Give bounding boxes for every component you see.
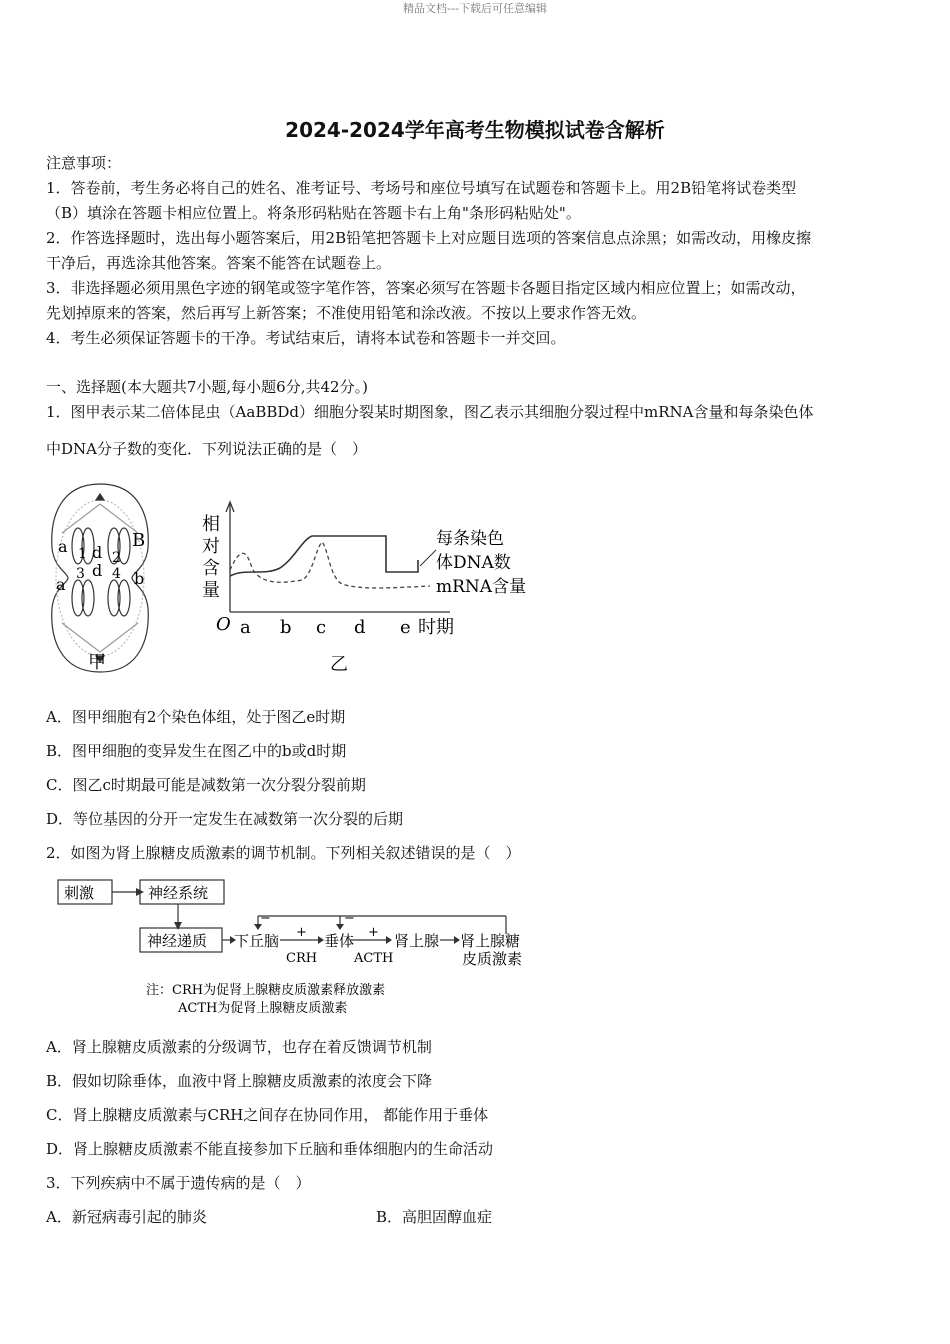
- pituitary-label: 垂体: [324, 932, 355, 950]
- stimulus-label: 刺激: [64, 884, 95, 902]
- notice-heading: 注意事项：: [46, 154, 122, 172]
- chart-caption: 乙: [330, 654, 348, 675]
- section-heading: 一、选择题(本大题共7小题,每小题6分,共42分。): [46, 378, 368, 396]
- q1-option-d[interactable]: D．等位基因的分开一定发生在减数第一次分裂的后期: [46, 810, 404, 828]
- transmitter-label: 神经递质: [147, 932, 208, 950]
- chart-axes: [226, 502, 450, 612]
- cell-label: d: [92, 543, 103, 562]
- mrna-series-line: [230, 542, 430, 588]
- cell-caption: 甲: [88, 652, 106, 673]
- q3-stem: 3．下列疾病中不属于遗传病的是（ ）: [46, 1174, 311, 1192]
- q1-figure: [40, 478, 540, 678]
- notice-line: 干净后，再选涂其他答案。答案不能答在试题卷上。: [46, 254, 392, 272]
- cell-label: d: [92, 561, 103, 580]
- cell-label: 4: [112, 566, 121, 582]
- y-label: 相: [202, 514, 220, 535]
- q2-option-a[interactable]: A．肾上腺糖皮质激素的分级调节，也存在着反馈调节机制: [46, 1038, 432, 1056]
- x-tick: c: [316, 617, 327, 638]
- y-label: 量: [202, 580, 220, 601]
- figure-note: 注：CRH为促肾上腺糖皮质激素释放激素: [146, 983, 386, 998]
- x-tick: a: [240, 617, 251, 638]
- minus-sign: −: [260, 911, 271, 926]
- notice-line: 3．非选择题必须用黑色字迹的钢笔或签字笔作答，答案必须写在答题卡各题目指定区域内相应位置上；如需改动，: [46, 279, 806, 297]
- page-title: 2024-2024学年高考生物模拟试卷含解析: [285, 118, 665, 142]
- legend-pointer: [420, 550, 436, 566]
- legend-dna: 每条染色: [436, 529, 504, 549]
- cell-label: a: [56, 575, 66, 594]
- q2-option-b[interactable]: B．假如切除垂体，血液中肾上腺糖皮质激素的浓度会下降: [46, 1072, 433, 1090]
- nervous-system-label: 神经系统: [148, 884, 209, 902]
- q2-stem: 2．如图为肾上腺糖皮质激素的调节机制。下列相关叙述错误的是（ ）: [46, 844, 521, 862]
- dna-series-line: [230, 536, 418, 576]
- cell-label: B: [132, 530, 146, 551]
- q1-stem-line1: 1．图甲表示某二倍体昆虫（AaBBDd）细胞分裂某时期图象，图乙表示其细胞分裂过程中mRNA含量和每条染色体: [46, 403, 814, 421]
- y-label: 含: [202, 558, 220, 579]
- plus-sign: +: [296, 925, 307, 940]
- origin-label: O: [216, 614, 231, 635]
- plus-sign: +: [368, 925, 379, 940]
- cell-label: b: [134, 569, 145, 588]
- q1-option-c[interactable]: C．图乙c时期最可能是减数第一次分裂分裂前期: [46, 776, 366, 794]
- cell-label: 2: [112, 550, 121, 566]
- cell-label: 1: [78, 546, 87, 562]
- legend-dna: 体DNA数: [436, 553, 511, 573]
- hypothalamus-label: 下丘脑: [234, 932, 280, 950]
- cell-label: a: [58, 537, 68, 556]
- notice-line: 1．答卷前，考生务必将自己的姓名、准考证号、考场号和座位号填写在试题卷和答题卡上。用2B铅笔将试卷类型: [46, 179, 797, 197]
- page-header: 精品文档---下载后可任意编辑: [403, 2, 547, 15]
- figure-note: ACTH为促肾上腺糖皮质激素: [178, 1001, 348, 1016]
- q2-option-d[interactable]: D．肾上腺糖皮质激素不能直接参加下丘脑和垂体细胞内的生命活动: [46, 1140, 494, 1158]
- q1-option-a[interactable]: A．图甲细胞有2个染色体组，处于图乙e时期: [46, 708, 346, 726]
- hormone-label: 肾上腺糖: [460, 932, 521, 950]
- q1-option-b[interactable]: B．图甲细胞的变异发生在图乙中的b或d时期: [46, 742, 347, 760]
- notice-line: 先划掉原来的答案，然后再写上新答案；不准使用铅笔和涂改液。不按以上要求作答无效。: [46, 304, 647, 322]
- x-tick: b: [280, 617, 292, 638]
- crh-label: CRH: [286, 951, 318, 966]
- notice-line: （B）填涂在答题卡相应位置上。将条形码粘贴在答题卡右上角"条形码粘贴处"。: [46, 204, 581, 222]
- notice-line: 2．作答选择题时，选出每小题答案后，用2B铅笔把答题卡上对应题目选项的答案信息点涂黑；如需改动，用橡皮擦: [46, 229, 812, 247]
- hormone-label: 皮质激素: [462, 950, 523, 968]
- x-tick: e: [400, 617, 411, 638]
- cell-label: 3: [76, 566, 85, 582]
- acth-label: ACTH: [354, 951, 394, 966]
- minus-sign: −: [344, 911, 355, 926]
- notice-line: 4．考生必须保证答题卡的干净。考试结束后，请将本试卷和答题卡一并交回。: [46, 329, 566, 347]
- q2-figure: [50, 874, 540, 1024]
- y-label: 对: [202, 536, 220, 557]
- q3-option-a[interactable]: A．新冠病毒引起的肺炎: [46, 1208, 207, 1226]
- q1-stem-line2: 中DNA分子数的变化．下列说法正确的是（ ）: [46, 440, 367, 458]
- x-axis-label: 时期: [418, 617, 454, 638]
- adrenal-label: 肾上腺: [394, 932, 440, 950]
- x-tick: d: [354, 617, 366, 638]
- q2-option-c[interactable]: C．肾上腺糖皮质激素与CRH之间存在协同作用， 都能作用于垂体: [46, 1106, 489, 1124]
- q3-option-b[interactable]: B．高胆固醇血症: [376, 1208, 493, 1226]
- legend-mrna: mRNA含量: [436, 577, 527, 597]
